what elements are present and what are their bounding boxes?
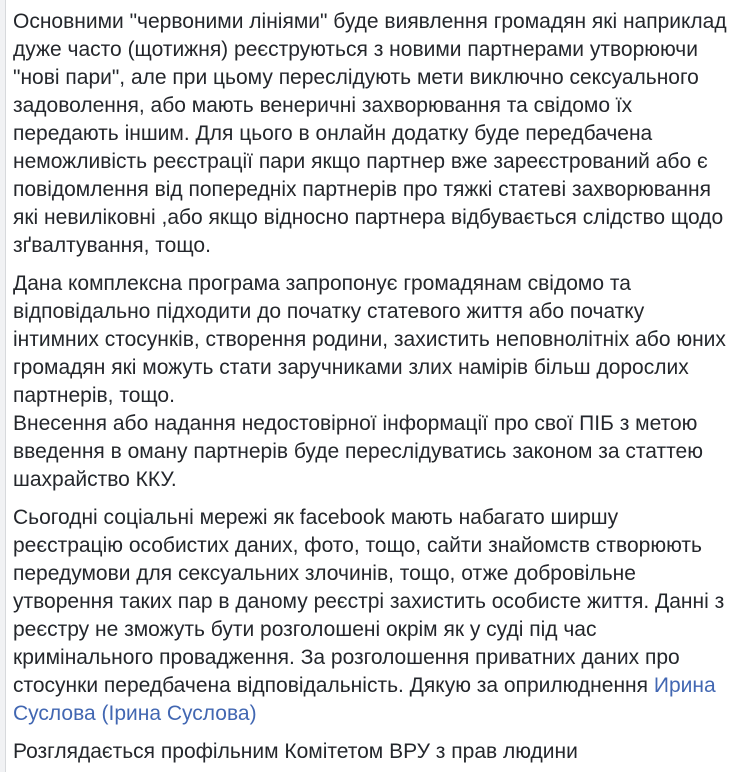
mention-link-iryna-suslova[interactable]: Ирина (653, 674, 716, 697)
post-line: передумови для сексуальних злочинів, тощо, отже добровільне (13, 562, 636, 585)
post-line: утворення таких пар в даному реєстрі захистить особисте життя. Данні з (13, 590, 725, 613)
post-line: введення в оману партнерів буде переслідуватись законом за статтею (13, 440, 703, 463)
post-line: повідомлення від попередніх партнерів про тяжкі статеві захворювання (13, 178, 711, 201)
post-line: Розглядається профільним Комітетом ВРУ з прав людини (13, 740, 578, 763)
post-line: реєстрацію особистих даних, фото, тощо, сайти знайомств створюють (13, 534, 702, 557)
post-line: інтимних стосунків, створення родини, захистить неповнолітніх або юних (13, 328, 726, 351)
post-line: кримінального провадження. За розголошення приватних даних про (13, 646, 680, 669)
post-line: Дана комплексна програма запропонує громадянам свідомо та (13, 272, 631, 295)
post-line: партнерів, тощо. (13, 384, 175, 407)
post-text-segment: стосунки передбачена відповідальність. Дякую за оприлюднення (13, 674, 654, 697)
post-line: дуже часто (щотижня) реєструються з новими партнерами утворюючи (13, 38, 698, 61)
post-line: неможливість реєстрації пари якщо партнер вже зареєстрований або є (13, 150, 708, 173)
post-line (13, 672, 747, 700)
post-line: шахрайство ККУ. (13, 468, 177, 491)
post-line (13, 700, 747, 728)
post-paragraph-1 (13, 8, 747, 260)
post-line: Основними "червоними лініями" буде виявлення громадян які наприклад (13, 10, 727, 33)
post-paragraph-3 (13, 504, 747, 728)
post-line: передають іншим. Для цього в онлайн додатку буде передбачена (13, 122, 653, 145)
post-line: громадян які можуть стати заручниками злих намірів більш дорослих (13, 356, 689, 379)
post-line: які невиліковні ,або якщо відносно партнера відбувається слідство щодо (13, 206, 724, 229)
post-line: "нові пари", але при цьому переслідують мети виключно сексуального (13, 66, 699, 89)
post-paragraph-4 (13, 738, 747, 766)
mention-link-iryna-suslova[interactable]: Суслова (Ірина Суслова) (13, 702, 257, 725)
post-line: відповідально підходити до початку статевого життя або початку (13, 300, 645, 323)
post-line: Внесення або надання недостовірної інформації про свої ПІБ з метою (13, 412, 698, 435)
post-line: задоволення, або мають венеричні захворювання та свідомо їх (13, 94, 633, 117)
post-paragraph-2 (13, 270, 747, 494)
post-line: Сьогодні соціальні мережі як facebook мають набагато ширшу (13, 506, 619, 529)
post-line: реєстру не зможуть бути розголошені окрім як у суді під час (13, 618, 597, 641)
post-body (6, 0, 751, 772)
post-line: зґвалтування, тощо. (13, 234, 211, 257)
